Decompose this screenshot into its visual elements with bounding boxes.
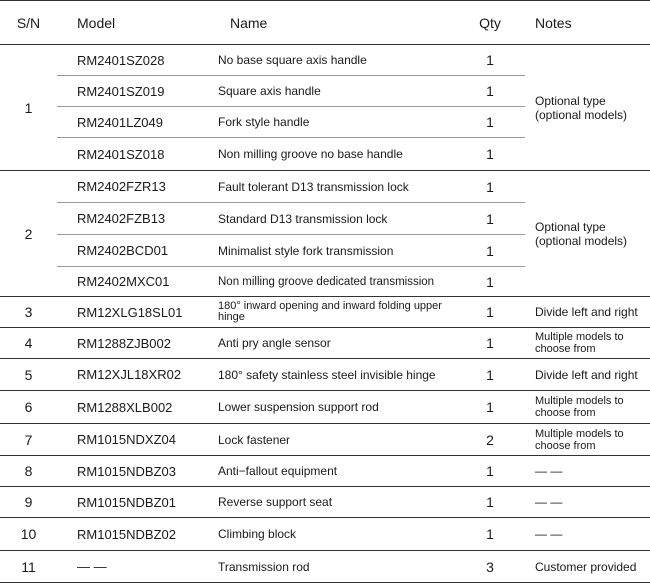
- model-cell: RM12XJL18XR02: [57, 359, 210, 391]
- table-row: [0, 456, 650, 487]
- model-cell: RM12XLG18SL01: [57, 297, 210, 328]
- table-row: [0, 391, 650, 424]
- sn-cell: 3: [0, 297, 57, 328]
- name-cell: Fault tolerant D13 transmission lock: [210, 171, 455, 203]
- table-row: [0, 424, 650, 456]
- header-qty: Qty: [455, 1, 525, 45]
- name-cell: Lock fastener: [210, 424, 455, 456]
- name-cell: 180° inward opening and inward folding upper hinge: [210, 297, 455, 328]
- name-cell: Fork style handle: [210, 107, 455, 138]
- header-name: Name: [210, 1, 455, 45]
- header-row: [0, 1, 650, 45]
- sn-cell: 11: [0, 551, 57, 583]
- table-row: [0, 359, 650, 391]
- model-cell: RM2402FZB13: [57, 203, 210, 235]
- qty-cell: 1: [455, 267, 525, 297]
- model-cell: RM2402MXC01: [57, 267, 210, 297]
- qty-cell: 2: [455, 424, 525, 456]
- qty-cell: 1: [455, 45, 525, 76]
- table-row: [0, 171, 650, 203]
- notes-cell: Multiple models to choose from: [525, 328, 650, 359]
- table-row: [0, 487, 650, 518]
- table-row: [0, 518, 650, 551]
- notes-cell: Divide left and right: [525, 297, 650, 328]
- notes-cell: — —: [525, 487, 650, 518]
- table-row: [0, 45, 650, 76]
- model-cell: RM2402BCD01: [57, 235, 210, 267]
- table-row: [0, 297, 650, 328]
- qty-cell: 1: [455, 235, 525, 267]
- notes-line: Optional type: [535, 93, 606, 108]
- sn-cell: 9: [0, 487, 57, 518]
- name-cell: No base square axis handle: [210, 45, 455, 76]
- notes-cell: Divide left and right: [525, 359, 650, 391]
- model-cell: RM2401SZ019: [57, 76, 210, 107]
- model-cell: RM1015NDBZ01: [57, 487, 210, 518]
- notes-line: Optional type: [535, 219, 606, 234]
- model-cell: RM2402FZR13: [57, 171, 210, 203]
- model-cell: — —: [57, 551, 210, 583]
- qty-cell: 1: [455, 391, 525, 424]
- sn-cell: 2: [0, 171, 57, 297]
- name-cell: Climbing block: [210, 518, 455, 551]
- notes-cell: Multiple models to choose from: [525, 391, 650, 424]
- notes-cell: — —: [525, 518, 650, 551]
- name-cell: Lower suspension support rod: [210, 391, 455, 424]
- sn-cell: 1: [0, 45, 57, 171]
- qty-cell: 3: [455, 551, 525, 583]
- name-cell: Square axis handle: [210, 76, 455, 107]
- model-cell: RM1015NDBZ03: [57, 456, 210, 487]
- model-cell: RM2401SZ018: [57, 138, 210, 171]
- name-cell: Non milling groove dedicated transmission: [210, 267, 455, 297]
- qty-cell: 1: [455, 328, 525, 359]
- name-cell: Minimalist style fork transmission: [210, 235, 455, 267]
- name-cell: Reverse support seat: [210, 487, 455, 518]
- notes-cell: — —: [525, 456, 650, 487]
- sn-cell: 6: [0, 391, 57, 424]
- name-cell: Anti−fallout equipment: [210, 456, 455, 487]
- notes-cell: [525, 45, 650, 171]
- name-cell: Standard D13 transmission lock: [210, 203, 455, 235]
- qty-cell: 1: [455, 171, 525, 203]
- model-cell: RM1015NDBZ02: [57, 518, 210, 551]
- name-cell: 180° safety stainless steel invisible hinge: [210, 359, 455, 391]
- model-cell: RM1288ZJB002: [57, 328, 210, 359]
- qty-cell: 1: [455, 76, 525, 107]
- table-row: [0, 551, 650, 583]
- name-cell: Transmission rod: [210, 551, 455, 583]
- name-cell: Non milling groove no base handle: [210, 138, 455, 171]
- notes-line: (optional models): [535, 107, 628, 122]
- sn-cell: 4: [0, 328, 57, 359]
- header-sn: S/N: [0, 1, 57, 45]
- name-cell: Anti pry angle sensor: [210, 328, 455, 359]
- model-cell: RM1288XLB002: [57, 391, 210, 424]
- table-row: [0, 328, 650, 359]
- model-cell: RM2401LZ049: [57, 107, 210, 138]
- qty-cell: 1: [455, 359, 525, 391]
- sn-cell: 10: [0, 518, 57, 551]
- notes-cell: [525, 171, 650, 297]
- sn-cell: 8: [0, 456, 57, 487]
- qty-cell: 1: [455, 138, 525, 171]
- header-model: Model: [57, 1, 210, 45]
- qty-cell: 1: [455, 487, 525, 518]
- notes-cell: Multiple models to choose from: [525, 424, 650, 456]
- notes-line: (optional models): [535, 233, 628, 248]
- qty-cell: 1: [455, 107, 525, 138]
- qty-cell: 1: [455, 297, 525, 328]
- qty-cell: 1: [455, 203, 525, 235]
- qty-cell: 1: [455, 456, 525, 487]
- notes-cell: Customer provided: [525, 551, 650, 583]
- qty-cell: 1: [455, 518, 525, 551]
- model-cell: RM2401SZ028: [57, 45, 210, 76]
- sn-cell: 5: [0, 359, 57, 391]
- model-cell: RM1015NDXZ04: [57, 424, 210, 456]
- sn-cell: 7: [0, 424, 57, 456]
- header-notes: Notes: [525, 1, 650, 45]
